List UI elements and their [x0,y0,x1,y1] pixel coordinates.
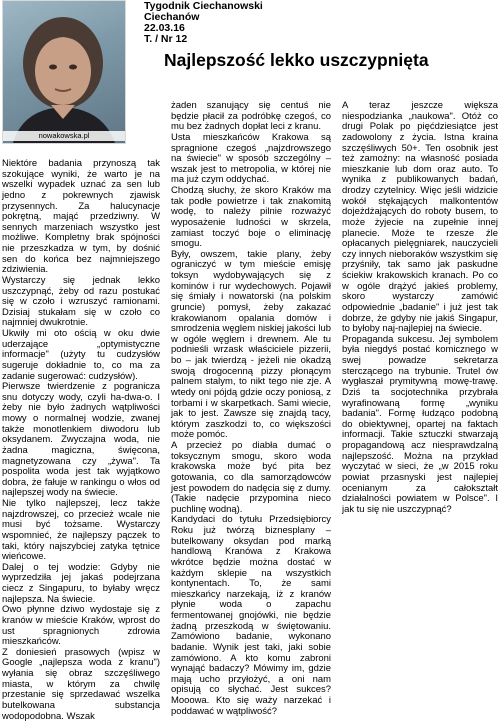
paragraph: Kandydaci do tytułu Przedsiębiorcy Roku już twórzą biznesplany – butelkowany oksydan pod marką handlową Kranówa z Krakowa wkrótce będzie można dostać w każdym sklepie na wszystkich kontynentach. To, że sami mieszkańcy narzekają, iż z kranów płynie woda o zapachu fermentowanej gnojówki, nie będzie żadną przeszkodą w świętowaniu. Zamówiono badanie, wykonano badanie. Wynik jest taki, jaki sobie zamówiono. A kto komu zabroni wynająć badaczy? Mówimy im, gdzie mają ucho przyłożyć, a oni nam opisują co słychać. Jest sukces? Mooowa. Kto się waży narzekać i poddawać w wątpliwość? [171,514,331,717]
paragraph: Usta mieszkańców Krakowa są spragnione czegoś „najzdrowszego na świecie" w sposób szczególny – wszak jest to metropolia, w której nie ma już czym oddychać. [171,131,331,186]
paragraph: Owo płynne dziwo wydostaje się z kranów w mieście Kraków, wprost do ust spragnionych zdrowia mieszkańców. [2,604,160,648]
publication-city: Ciechanów [144,11,200,23]
paragraph: Propaganda sukcesu. Jej symbolem była niegdyś postać komicznego w swej powadze sekretarza sterczącego na trybunie. Trutel ów wygłaszał prymitywną mowę-trawę. Dziś ta socjotechnika przybrała wyrafinowaną formę „wyniku badania". Formę łudząco podobną do obiektywnej, opartej na faktach informacji. Takie sztuczki stwarzają propagandową acz niesprawdzalną najlepszość. Można na przykład wyczytać w sieci, że „w 2015 roku powiat przasnyski jest najlepiej ocenianym za całokształt działalności powiatem w Polsce". I jak tu się nie uszczypnąć? [342,333,498,515]
paragraph: Z doniesień prasowych (wpisz w Google „najlepsza woda z kranu") wyłania się obraz szczęśliwego miasta, w którym za chwilę przestanie się sprzedawać wszelka butelkowana substancja wodopodobna. Wszak [2,646,160,722]
paragraph: A przecież po diabła dumać o toksycznym smogu, skoro woda krakowska może być pita bez gotowania, co dla samorządowców jest powodem do nadęcia się z dumy. (Takie nadęcie przypomina nieco puchlinę wodną). [171,440,331,515]
paragraph: Niektóre badania przynoszą tak szokujące wyniki, że warto je na wszelki wypadek uznać za sen lub jedno z pokrewnych zjawisk przysennych. Za halucynacje pokrętną, mająć przedziwny. W sennych marzeniach wszystko jest możliwe. Kompletny brak spójności nie przeszkadza w tym, by dośnić sen do końca bez najmniejszego zdziwienia. [2,158,160,276]
paragraph: Wystarczy się jednak lekko uszczypnąć, żeby od razu postukać się w czoło i wzruszyć ramionami. Dzisiaj stukałam się w czoło co najmniej dwukrotnie. [2,274,160,329]
publication-date: 22.03.16 [144,22,185,34]
article-title: Najlepszość lekko uszczypnięta [164,50,429,70]
paragraph: Nie tylko najlepszej, lecz także najzdrowszej, co przecież wcale nie musi być tożsame. Wystarczy wspomnieć, że najlepszy pączek to taki, który najszybciej zatyka tętnice wieńcowe. [2,498,160,563]
article-column-3 [342,101,498,515]
publication-name: Tygodnik Ciechanowski [144,0,263,12]
paragraph: Dalej o tej wodzie: Gdyby nie wyprzedziła jej jakaś podejrzana ciecz z Singapuru, to byłaby wręcz najlepsza. Na świecie. [2,561,160,605]
portrait-illustration [3,1,125,143]
author-photo [2,0,126,144]
paragraph: A teraz jeszcze większa niespodzianka „naukowa". Otóż co drugi Polak po pięćdziesiątce jest zadowolony z życia. Istna kraina szczęśliwych 50+. Ten osobnik jest też zamożny: na własność posiada mieszkanie lub dom oraz auto. To wynika z publikowanych badań, drodzy czytelnicy. Więc jeśli widzicie wokół stękających malkontentów dojeżdżających do roboty busem, to może żyjecie na zupełnie innej planecie. Może te rzesze źle opłacanych pielęgniarek, nauczycieli czy innych nieboraków wszystkim się przyśniły, tak samo jak paskudne ściekiw krakowskich kranach. Po co w ogóle drążyć jakieś problemy, skoro wystarczy zamówić odpowiednie „badanie" i już jest tak dobrze, że gdyby nie jakiś Singapur, to byłoby naj-najlepiej na świecie. [342,100,498,335]
paragraph: Były, owszem, takie plany, żeby ograniczyć w tym mieście emisję toksyn wydobywających się z kominów i rur wydechowych. Pojawił się śmiały i nowatorski (na polskim gruncie) pomysł, żeby zakazać krakowianom opalania domów i smrodzenia węglem niskiej jakości lub w ogóle węglem i drewnem. Ale tu podnieśli wrzask właściciele pizzerii, bo – jak twierdzą - jeżeli nie okadzą swoją drogocenną pizzy płonącym palnem stalym, to nikt tego nie zje. A wtedy oni pójdą gdzie oczy poniosą, z torbami i w skarpetkach. Sami wiecie, jak to jest. Zawsze się znajdą tacy, którym zaszkodzi to, co większości może pomóc. [171,248,331,441]
paragraph: Pierwsze twierdzenie z pogranicza snu dotyczy wody, czyli ha-dwa-o. I żeby nie było żadnych wątpliwości mowy o normalnej wodzie, zwanej także monotlenkiem diwodoru lub oksydanem. Zwyczajna woda, nie żadna magiczna, święcona, magnetyzowana czy „żywa". Ta pospolita woda jest tak wyjątkowo dobra, że fałuje w rankingu o włos od najlepszej wody na świecie. [2,381,160,499]
article-column-2 [171,101,331,717]
paragraph: żaden szanujący się centuś nie będzie płacił za podróbkę czegoś, co mu bez żadnych dopłat leci z kranu. [171,100,331,133]
photo-caption: nowakowska.pl [3,131,125,141]
publication-issue: T. / Nr 12 [144,33,188,45]
paragraph: Chodzą słuchy, że skoro Kraków ma tak podłe powietrze i tak znakomitą wodę, to należy pilnie rozważyć wyposażenie ludności w skrzela, zamiast toczyć boje o eliminację smogu. [171,185,331,250]
publication-meta [144,1,344,45]
paragraph: Ukwiły mi oto ością w oku dwie uderzające „optymistyczne informacje" (użyty tu cudzysłów sugeruje dokładnie to, co ma za zadanie sugerować: cudzysłów). [2,328,160,382]
article-column-1 [2,159,160,722]
